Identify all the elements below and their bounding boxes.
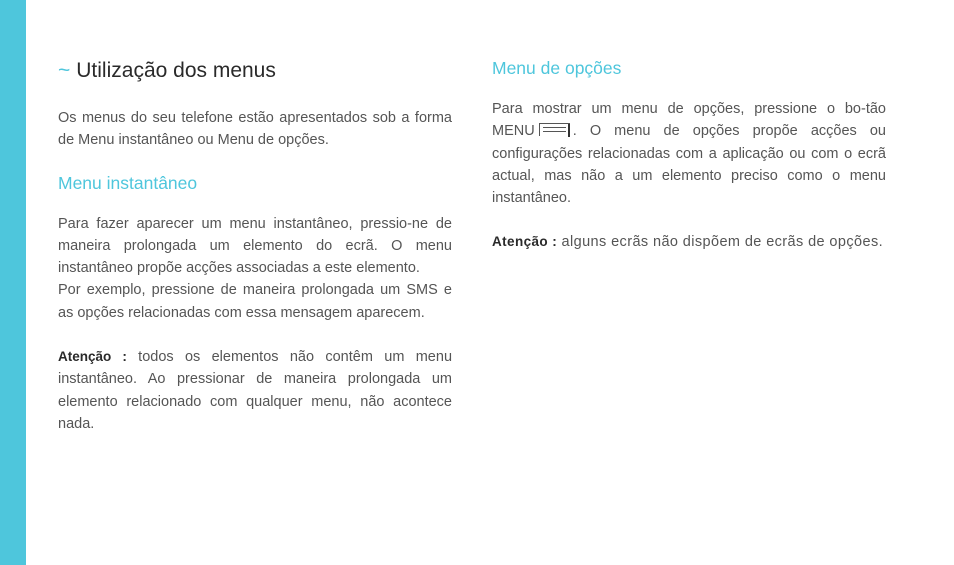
instant-menu-example-paragraph: Por exemplo, pressione de maneira prolongada um SMS e as opções relacionadas com essa mensagem aparecem. bbox=[58, 282, 452, 321]
options-menu-paragraph bbox=[492, 98, 886, 209]
options-text-after-icon: . O menu de opções propõe acções ou configurações relacionadas com a aplicação ou com o ecrã actual, mas não a um elemento preciso como o menu instantâneo. bbox=[492, 123, 886, 207]
options-menu-note bbox=[492, 231, 886, 253]
note-label-right: Atenção : bbox=[492, 234, 558, 250]
title-tilde: ~ bbox=[58, 59, 71, 82]
note-text-right: alguns ecrãs não dispõem de ecrãs de opções. bbox=[557, 234, 884, 251]
side-accent-bar bbox=[0, 0, 26, 565]
note-label: Atenção : bbox=[58, 349, 127, 365]
options-text-before-icon: Para mostrar um menu de opções, pressione o bo-tão MENU bbox=[492, 101, 886, 140]
intro-paragraph: Os menus do seu telefone estão apresentados sob a forma de Menu instantâneo ou Menu de opções. bbox=[58, 110, 452, 149]
left-column bbox=[58, 56, 452, 435]
section-heading-instant-menu: Menu instantâneo bbox=[58, 172, 198, 193]
note-text: todos os elementos não contêm um menu instantâneo. Ao pressionar de maneira prolongada um elemento relacionado com qualquer menu, não acontece nada. bbox=[58, 349, 453, 432]
instant-menu-paragraph: Para fazer aparecer um menu instantâneo, pressio-ne de maneira prolongada um elemento do ecrã. O menu instantâneo propõe acções associadas a este elemento. bbox=[58, 215, 452, 277]
right-column bbox=[492, 56, 886, 254]
page-title-text: Utilização dos menus bbox=[76, 59, 276, 82]
instant-menu-note bbox=[58, 346, 452, 435]
menu-key-icon bbox=[539, 123, 570, 136]
page-title bbox=[58, 56, 452, 86]
section-heading-options-menu: Menu de opções bbox=[492, 58, 622, 78]
